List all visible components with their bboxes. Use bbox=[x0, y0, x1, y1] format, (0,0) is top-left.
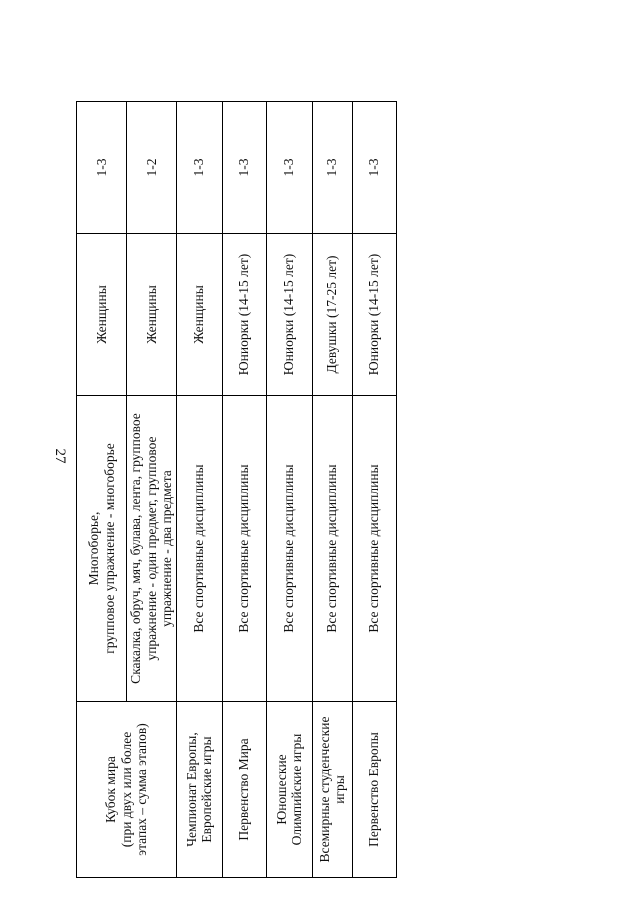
places-cell: 1-3 bbox=[77, 102, 127, 234]
table-row bbox=[77, 102, 127, 878]
competition-line: этапах – сумма этапов) bbox=[134, 723, 150, 856]
discipline-line: групповое упражнение - многоборье bbox=[101, 443, 117, 654]
competitions-table bbox=[76, 101, 397, 878]
discipline-line: упражнение - один предмет, групповое bbox=[143, 436, 159, 661]
competition-cell: Первенство Европы bbox=[352, 702, 396, 878]
competition-line: Всемирные студенческие bbox=[316, 716, 332, 863]
competition-line: игры bbox=[332, 775, 348, 804]
places-cell: 1-3 bbox=[222, 102, 266, 234]
discipline-line: Многоборье, bbox=[85, 511, 101, 586]
participants-cell: Женщины bbox=[176, 234, 222, 396]
discipline-cell bbox=[77, 396, 127, 702]
discipline-cell: Все спортивные дисциплины bbox=[176, 396, 222, 702]
competition-cell: Первенство Мира bbox=[222, 702, 266, 878]
table-container bbox=[76, 102, 394, 878]
competition-line: Европейские игры bbox=[199, 736, 215, 843]
table-row bbox=[312, 102, 352, 878]
discipline-cell: Все спортивные дисциплины bbox=[352, 396, 396, 702]
discipline-line: Скакалка, обруч, мяч, булава, лента, групповое bbox=[128, 413, 143, 684]
discipline-line: упражнение - два предмета bbox=[159, 470, 175, 627]
participants-cell: Юниорки (14-15 лет) bbox=[222, 234, 266, 396]
discipline-cell: Все спортивные дисциплины bbox=[312, 396, 352, 702]
participants-cell: Женщины bbox=[127, 234, 177, 396]
table-row bbox=[176, 102, 222, 878]
competition-cell bbox=[266, 702, 312, 878]
places-cell: 1-3 bbox=[266, 102, 312, 234]
discipline-cell bbox=[127, 396, 177, 702]
page-number: 27 bbox=[52, 448, 68, 464]
discipline-cell: Все спортивные дисциплины bbox=[222, 396, 266, 702]
table-row bbox=[222, 102, 266, 878]
competition-line: Юношеские bbox=[273, 754, 289, 825]
participants-cell: Женщины bbox=[77, 234, 127, 396]
competition-cell bbox=[176, 702, 222, 878]
competition-line: Кубок мира bbox=[103, 756, 118, 823]
participants-cell: Юниорки (14-15 лет) bbox=[352, 234, 396, 396]
competition-line: Чемпионат Европы, bbox=[183, 732, 199, 847]
competition-line: (при двух или более bbox=[118, 731, 134, 848]
discipline-cell: Все спортивные дисциплины bbox=[266, 396, 312, 702]
participants-cell: Девушки (17-25 лет) bbox=[312, 234, 352, 396]
participants-cell: Юниорки (14-15 лет) bbox=[266, 234, 312, 396]
table-row bbox=[266, 102, 312, 878]
places-cell: 1-3 bbox=[352, 102, 396, 234]
places-cell: 1-3 bbox=[312, 102, 352, 234]
competition-cell bbox=[77, 702, 177, 878]
table-row bbox=[352, 102, 396, 878]
rotated-table bbox=[76, 102, 394, 878]
competition-cell bbox=[312, 702, 352, 878]
places-cell: 1-2 bbox=[127, 102, 177, 234]
competition-line: Олимпийские игры bbox=[289, 733, 305, 846]
places-cell: 1-3 bbox=[176, 102, 222, 234]
